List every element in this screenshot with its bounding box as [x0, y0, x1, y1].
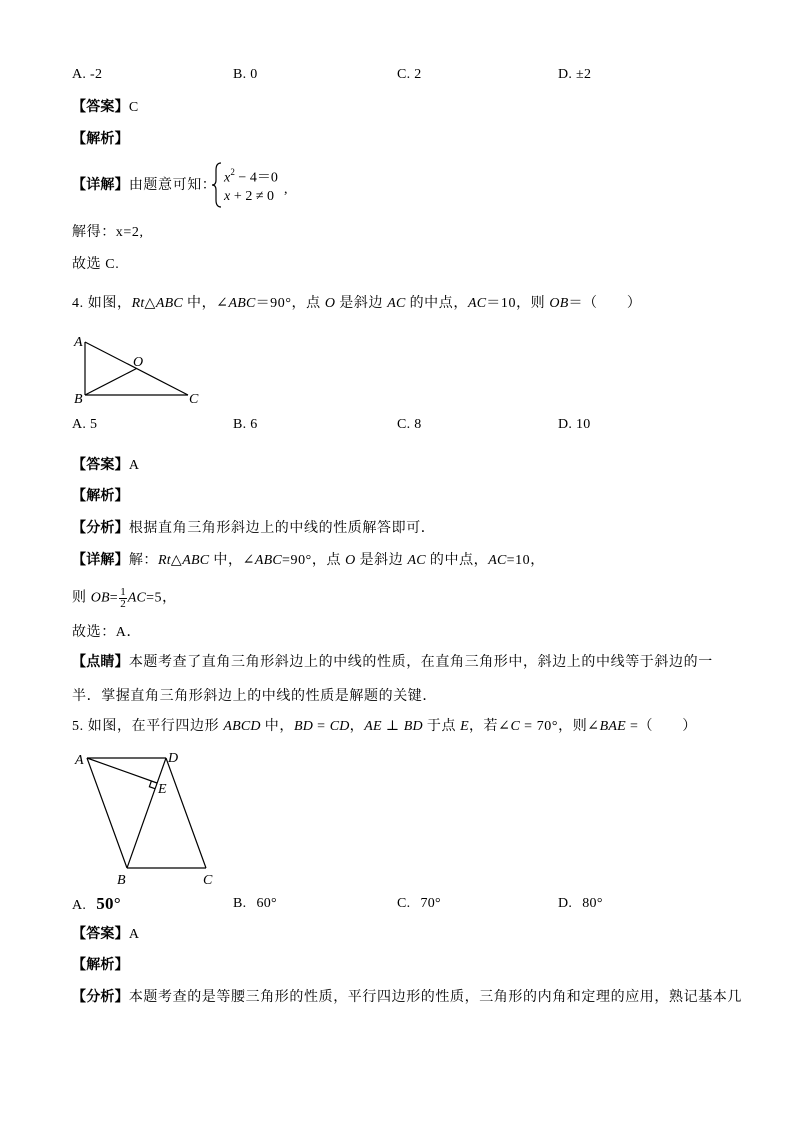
stem-math: ABCD	[223, 719, 261, 734]
q4-options	[0, 415, 794, 435]
detail-tag: 【详解】	[72, 553, 129, 568]
stem-math: BD	[293, 719, 314, 734]
stem-math: BAE	[599, 719, 626, 734]
q5-stem	[72, 717, 697, 737]
label-b: B	[117, 873, 126, 888]
detail-text: =90°，点	[281, 553, 346, 568]
q3-option-a: A. -2	[72, 67, 103, 82]
detail-text: 是斜边	[355, 553, 408, 568]
eq2-variable: x	[224, 189, 231, 204]
detail-text: 中，∠	[209, 553, 255, 568]
segment-dc	[166, 758, 206, 868]
equation-2	[224, 187, 274, 207]
analysis-tag: 【解析】	[72, 132, 129, 147]
detail-text: =10，	[506, 553, 545, 568]
option-letter: A.	[72, 898, 87, 913]
stem-math: AE	[364, 719, 382, 734]
option-letter: B.	[233, 896, 247, 911]
label-a: A	[75, 753, 84, 768]
q5-analysis-heading	[72, 956, 129, 976]
stem-text: ，若∠	[468, 719, 511, 734]
stem-math: ABC	[228, 296, 256, 311]
result-text: =5，	[146, 590, 177, 606]
stem-text: 中，	[260, 719, 294, 734]
q4-dianjing-line1	[72, 653, 713, 673]
option-letter: C.	[397, 896, 411, 911]
option-value: 50°	[96, 894, 121, 913]
q3-choose: 故选 C.	[72, 257, 120, 272]
answer-tag: 【答案】	[72, 458, 129, 473]
eq2-rest: + 2 ≠ 0	[230, 189, 275, 204]
q5-option-a	[72, 894, 121, 916]
detail-text: 的中点，	[425, 553, 489, 568]
label-b: B	[74, 392, 83, 407]
label-a: A	[74, 335, 83, 350]
q4-choose: 故选：A．	[72, 625, 142, 640]
segment-bo	[85, 369, 137, 396]
equation-system-brace	[208, 160, 224, 210]
q4-dianjing-line2: 半．掌握直角三角形斜边上的中线的性质是解题的关键．	[72, 689, 437, 704]
fenxi-tag: 【分析】	[72, 990, 129, 1005]
stem-math: O	[324, 296, 336, 311]
q3-answer	[72, 98, 139, 118]
detail-text: 由题意可知：	[128, 178, 217, 193]
q5-fenxi	[72, 988, 742, 1008]
q4-result	[72, 587, 177, 610]
q4-option-c: C. 8	[397, 417, 422, 432]
segment-ae	[87, 758, 157, 783]
q4-detail	[72, 551, 545, 571]
label-c: C	[203, 873, 213, 888]
eq1-rest: − 4＝0	[234, 170, 278, 186]
fenxi-text: 根据直角三角形斜边上的中线的性质解答即可．	[128, 521, 436, 536]
equation-1	[224, 163, 278, 189]
equation-system-comma: ,	[284, 182, 288, 197]
stem-text: ，	[349, 719, 365, 734]
q3-options	[0, 65, 794, 85]
fenxi-tag: 【分析】	[72, 521, 129, 536]
dianjing-text: 本题考查了直角三角形斜边上的中线的性质，在直角三角形中，斜边上的中线等于斜边的一	[128, 655, 713, 670]
stem-text: 4. 如图，	[72, 296, 132, 311]
eq1-exponent: 2	[230, 167, 235, 177]
answer-value: C	[128, 100, 139, 115]
answer-tag: 【答案】	[72, 100, 129, 115]
stem-text: 是斜边	[335, 296, 388, 311]
analysis-tag: 【解析】	[72, 489, 129, 504]
q4-fenxi	[72, 519, 435, 539]
stem-math: ABC	[155, 296, 183, 311]
stem-text: ＝（ ）	[568, 296, 642, 311]
q4-answer	[72, 456, 140, 476]
stem-text: 5. 如图，在平行四边形	[72, 719, 224, 734]
stem-math: C	[510, 719, 521, 734]
option-letter: D.	[558, 896, 573, 911]
answer-tag: 【答案】	[72, 927, 129, 942]
answer-value: A	[128, 458, 140, 473]
label-c: C	[189, 392, 199, 407]
q4-stem	[72, 294, 641, 314]
detail-math: AC	[488, 553, 507, 568]
fraction-one-half	[119, 587, 127, 610]
q5-options	[0, 894, 794, 914]
q4-option-a: A. 5	[72, 417, 98, 432]
q4-triangle-figure	[70, 330, 210, 410]
detail-math: Rt	[158, 553, 171, 568]
stem-text: ＝90°，点	[255, 296, 325, 311]
segment-ba	[87, 758, 127, 868]
stem-math: AC	[467, 296, 487, 311]
stem-math: BD	[403, 719, 423, 734]
q3-solve: 解得：x=2,	[72, 225, 144, 240]
stem-text: =（ ）	[625, 719, 697, 734]
label-e: E	[158, 782, 167, 797]
option-value: 70°	[420, 896, 441, 911]
stem-math: CD	[329, 719, 350, 734]
stem-math: Rt	[131, 296, 145, 311]
stem-text: ⊥	[381, 719, 404, 734]
dianjing-tag: 【点睛】	[72, 655, 129, 670]
q3-option-c: C. 2	[397, 67, 422, 82]
stem-text: △	[144, 296, 156, 311]
analysis-tag: 【解析】	[72, 958, 129, 973]
detail-math: AC	[407, 553, 426, 568]
fenxi-text: 本题考查的是等腰三角形的性质，平行四边形的性质，三角形的内角和定理的应用，熟记基本几	[128, 990, 743, 1005]
fraction-denominator: 2	[120, 598, 126, 610]
q4-option-d: D. 10	[558, 417, 591, 432]
q5-option-b	[233, 894, 277, 914]
q3-option-b: B. 0	[233, 67, 258, 82]
eq1-variable: x	[224, 170, 231, 186]
q5-option-c	[397, 894, 441, 914]
stem-text: 于点	[422, 719, 461, 734]
detail-tag: 【详解】	[72, 178, 129, 193]
option-value: 60°	[256, 896, 277, 911]
brace-path	[212, 163, 221, 207]
detail-math: O	[345, 553, 356, 568]
stem-math: E	[460, 719, 469, 734]
stem-text: 的中点，	[405, 296, 468, 311]
q4-option-b: B. 6	[233, 417, 258, 432]
stem-text: ＝10，则	[486, 296, 550, 311]
q5-option-d	[558, 894, 603, 914]
fraction-numerator: 1	[120, 586, 126, 598]
result-text: 则	[72, 590, 91, 606]
q3-analysis-heading	[72, 130, 129, 150]
q4-analysis-heading	[72, 487, 129, 507]
detail-text: △	[170, 553, 183, 568]
label-o: O	[133, 355, 144, 370]
q3-detail	[72, 176, 216, 196]
detail-text: 解：	[128, 553, 159, 568]
option-value: 80°	[582, 896, 603, 911]
result-math: AC	[127, 590, 147, 606]
detail-math: ABC	[254, 553, 282, 568]
label-d: D	[168, 751, 179, 766]
q5-answer	[72, 925, 140, 945]
result-text: =	[109, 590, 119, 606]
answer-value: A	[128, 927, 140, 942]
stem-text: = 70°，则∠	[520, 719, 600, 734]
q3-option-d: D. ±2	[558, 67, 592, 82]
result-math: OB	[90, 590, 110, 606]
detail-math: ABC	[182, 553, 210, 568]
q5-parallelogram-figure	[70, 745, 220, 890]
stem-math: OB	[549, 296, 569, 311]
stem-text: 中，∠	[182, 296, 229, 311]
stem-math: AC	[387, 296, 406, 311]
stem-text: =	[313, 719, 330, 734]
